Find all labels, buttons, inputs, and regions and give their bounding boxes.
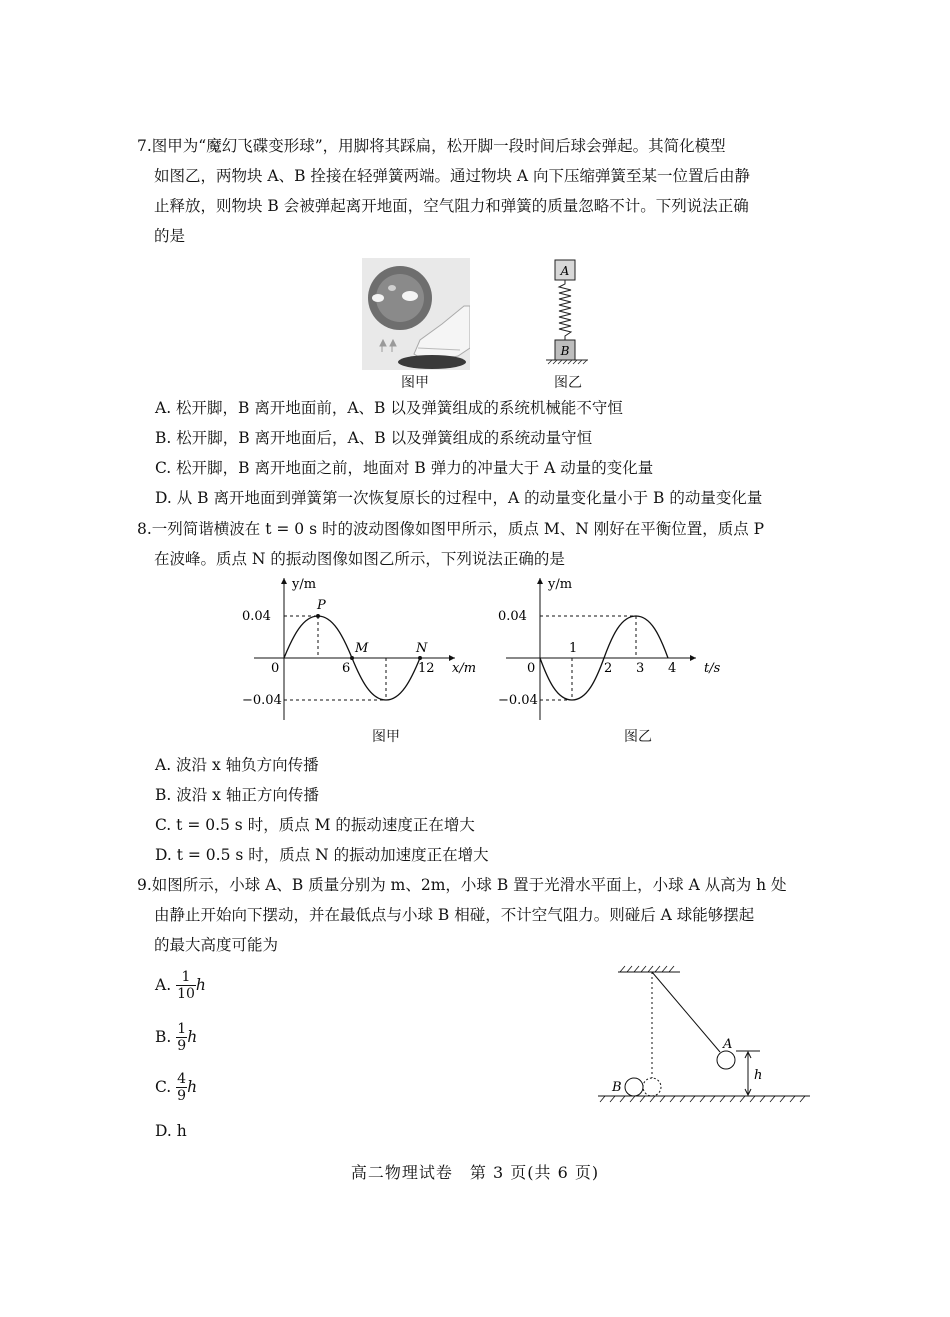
question-8 xyxy=(137,514,817,574)
block-a-label: A xyxy=(560,264,570,278)
option-d[interactable]: D. 从 B 离开地面到弹簧第一次恢复原长的过程中，A 的动量变化量小于 B 的动量变化量 xyxy=(155,489,763,507)
question-9 xyxy=(137,870,817,960)
option-c[interactable]: C. $\frac{4}{9}$ h xyxy=(155,1070,198,1104)
ball-a-label: A xyxy=(723,1037,733,1052)
question-7 xyxy=(137,131,817,251)
question-number: 9. xyxy=(137,876,152,894)
x-axis-label: x/m xyxy=(452,661,477,676)
y-tick: −0.04 xyxy=(242,693,282,708)
point-n-label: N xyxy=(416,641,428,656)
point-m-label: M xyxy=(355,641,369,656)
y-axis-label: y/m xyxy=(548,577,573,592)
option-d[interactable]: D. h xyxy=(155,1122,187,1140)
fraction: $\frac{1}{9}$ xyxy=(177,1020,187,1054)
fraction: $\frac{1}{10}$ xyxy=(177,968,195,1002)
question-text: 由静止开始向下摆动，并在最低点与小球 B 相碰，不计空气阻力。则碰后 A 球能够摆起 xyxy=(154,906,755,924)
x-axis-label: t/s xyxy=(704,661,721,676)
origin-label: 0 xyxy=(527,661,536,676)
origin-label: 0 xyxy=(271,661,280,676)
x-tick: 1 xyxy=(569,641,578,656)
option-b[interactable]: B. 松开脚，B 离开地面后，A、B 以及弹簧组成的系统动量守恒 xyxy=(155,429,593,447)
question-text: 图甲为“魔幻飞碟变形球”，用脚将其踩扁，松开脚一段时间后球会弹起。其简化模型 xyxy=(151,137,726,155)
option-a[interactable]: A. $\frac{1}{10}$ h xyxy=(155,968,206,1002)
option-b[interactable]: B. 波沿 x 轴正方向传播 xyxy=(155,786,319,804)
figure-caption: 图乙 xyxy=(554,375,582,391)
wave-graph xyxy=(240,572,490,724)
ball-b-label: B xyxy=(612,1080,622,1095)
option-label: A. xyxy=(155,976,172,994)
page-footer: 高二物理试卷 第 3 页(共 6 页) xyxy=(350,1163,600,1182)
y-tick: −0.04 xyxy=(498,693,538,708)
question-text: 的是 xyxy=(154,227,186,245)
figure-caption: 图甲 xyxy=(372,729,400,745)
x-tick: 2 xyxy=(604,661,613,676)
block-b-label: B xyxy=(560,344,570,358)
question-text: 止释放，则物块 B 会被弹起离开地面，空气阻力和弹簧的质量忽略不计。下列说法正确 xyxy=(154,197,749,215)
question-text: 如图所示，小球 A、B 质量分别为 m、2m，小球 B 置于光滑水平面上，小球 A 从高为 h 处 xyxy=(151,876,787,894)
question-text: 在波峰。质点 N 的振动图像如图乙所示，下列说法正确的是 xyxy=(154,550,565,568)
pendulum-diagram xyxy=(592,960,818,1110)
y-axis-label: y/m xyxy=(292,577,317,592)
option-label: B. xyxy=(155,1028,172,1046)
x-tick: 12 xyxy=(418,661,435,676)
option-c[interactable]: C. 松开脚，B 离开地面之前，地面对 B 弹力的冲量大于 A 动量的变化量 xyxy=(155,459,654,477)
figure-caption: 图甲 xyxy=(401,375,429,391)
magic-ball-photo xyxy=(362,258,470,370)
spring-model-diagram xyxy=(540,258,600,374)
fraction: $\frac{4}{9}$ xyxy=(177,1070,187,1104)
question-text: 如图乙，两物块 A、B 拴接在轻弹簧两端。通过物块 A 向下压缩弹簧至某一位置后由静 xyxy=(154,167,750,185)
question-text: 的最大高度可能为 xyxy=(154,936,279,954)
option-c[interactable]: C. t = 0.5 s 时，质点 M 的振动速度正在增大 xyxy=(155,816,475,834)
vibration-graph xyxy=(496,572,728,724)
point-p-label: P xyxy=(317,598,326,613)
option-b[interactable]: B. $\frac{1}{9}$ h xyxy=(155,1020,198,1054)
question-text: 一列简谐横波在 t = 0 s 时的波动图像如图甲所示，质点 M、N 刚好在平衡位置，质点 P xyxy=(151,520,765,538)
option-a[interactable]: A. 松开脚，B 离开地面前，A、B 以及弹簧组成的系统机械能不守恒 xyxy=(155,399,623,417)
x-tick: 6 xyxy=(342,661,351,676)
x-tick: 4 xyxy=(668,661,677,676)
option-a[interactable]: A. 波沿 x 轴负方向传播 xyxy=(155,756,319,774)
option-d[interactable]: D. t = 0.5 s 时，质点 N 的振动加速度正在增大 xyxy=(155,846,489,864)
figure-caption: 图乙 xyxy=(624,729,652,745)
option-label: C. xyxy=(155,1078,172,1096)
y-tick: 0.04 xyxy=(498,609,527,624)
question-number: 8. xyxy=(137,520,152,538)
height-label: h xyxy=(754,1068,763,1083)
x-tick: 3 xyxy=(636,661,645,676)
y-tick: 0.04 xyxy=(242,609,271,624)
question-number: 7. xyxy=(137,137,152,155)
